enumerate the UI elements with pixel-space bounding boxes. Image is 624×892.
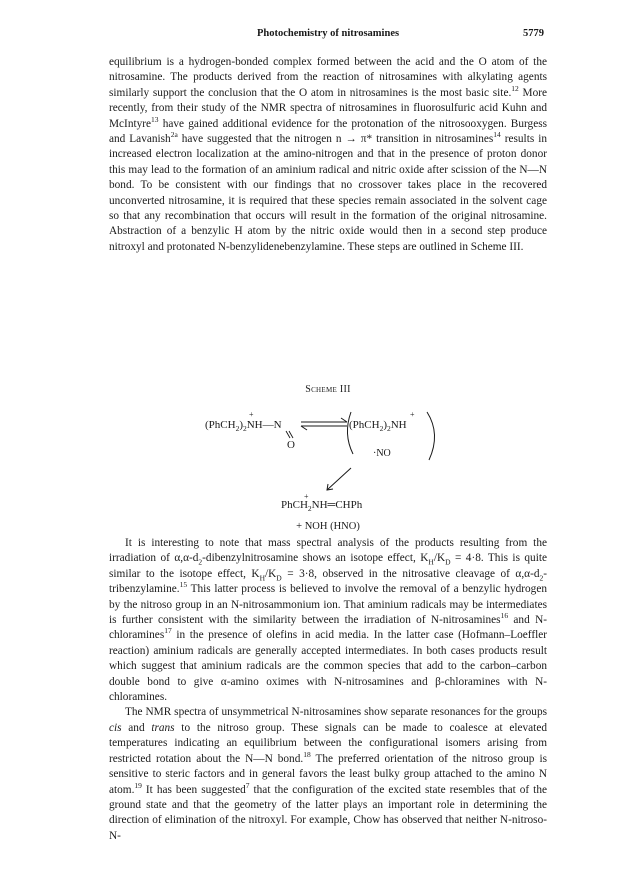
product-charge: +	[410, 410, 415, 419]
ref-13: 13	[151, 114, 159, 124]
p2-text-1b: -dibenzylnitrosamine shows an isotope effect, K	[202, 552, 429, 565]
ref-15: 15	[179, 580, 188, 590]
p2-text-4: and N-chloramines	[109, 614, 547, 642]
p3-text-3: The preferred orientation of the nitroso group is sensitive to steric factors and in general favors the least bulky group attached to the amino N atom.	[109, 752, 547, 796]
scheme-product: $(PhCH_2)_2NH$	[349, 419, 407, 433]
forward-arrowhead	[341, 418, 347, 422]
scheme-iii-diagram	[109, 398, 547, 518]
running-title: Photochemistry of nitrosamines	[256, 28, 400, 39]
ref-2a: 2a	[170, 130, 178, 140]
ref-12: 12	[511, 84, 519, 94]
ref-7: 7	[245, 780, 250, 790]
scheme-coproduct: + NOH (HNO)	[296, 521, 360, 532]
p2-slash: /K	[433, 552, 446, 565]
p3-trans: trans	[151, 721, 175, 734]
p1-text-5: results in increased electron localization at the amino-nitrogen and that in the presence of proton donor this may lead to the formation of an aminium radical and nitric oxide after scission of the N—N bond. To be consistent with our findings that no crossover takes place in the recovered unconverted nitrosamine, it is required that these species remain associated in the solvent cage so that any recombination that occurs will result in the formation of the original nitrosamine. Abstraction of a benzylic H atom by the nitric oxide would then in a second step produce nitroxyl and protonated N-benzylidenebenzylamine. These steps are outlined in Scheme III.	[109, 133, 547, 253]
step-arrow	[327, 468, 351, 490]
scheme-title: Scheme III	[305, 384, 351, 395]
nitric-oxide-label: ·NO	[373, 448, 391, 459]
p1-text-4: have suggested that the nitrogen n → π* transition in nitrosamines	[177, 133, 494, 146]
scheme-reactant: $(PhCH_2)_2NH—N$	[205, 419, 282, 433]
p2-text-2b: -tribenzylamine.	[109, 567, 547, 596]
running-header	[112, 28, 544, 44]
p2-sub-d2: 2	[198, 557, 203, 567]
p2-sub-h: H	[428, 557, 434, 567]
p2-sub-d-2: D	[276, 573, 282, 583]
reverse-arrowhead	[301, 426, 307, 430]
p3-cis: cis	[109, 721, 122, 734]
scheme-final-product: PhCH$_2$NH═CHPh	[281, 499, 363, 513]
p2-text-5: in the presence of olefins in acid media. In the latter case (Hofmann–Loeffler reaction) aminium radicals are generally accepted intermediates. In both cases products result which suggest that aminium radicals are the common species that add to the carbon–carbon double bond to give α-amino oximes with N-nitrosamines and β-chloramines with N-chloramines.	[109, 629, 547, 704]
paragraph-1	[109, 55, 547, 255]
p2-text-1: It is interesting to note that mass spectral analysis of the products resulting from the irradiation of α,α-d	[109, 537, 547, 565]
oxygen-label: O	[287, 439, 295, 451]
p1-text-3: have gained additional evidence for the protonation of the nitrosooxygen. Burgess and Lavanish	[109, 117, 547, 146]
cage-right-bracket	[427, 412, 435, 460]
p3-text-2: to the nitroso group. These signals can be made to coalesce at elevated temperatures indicating an equilibrium between the configurational isomers arising from restricted rotation about the N—N bond.	[109, 721, 547, 765]
p1-text-1: equilibrium is a hydrogen-bonded complex formed between the acid and the O atom of the nitrosamine. The products derived from the reaction of nitrosamines with alkylating agents similarly support the conclusion that the O atom in nitrosamines is the most basic site.	[109, 56, 547, 99]
p3-text-5: that the configuration of the excited state resembles that of the ground state and that the geometry of the latter plays an important role in determining the direction of elimination of the nitroxyl. For example, Chow has observed that neither N-nitroso-N-	[109, 783, 547, 842]
page-number: 5779	[523, 28, 544, 39]
ref-14: 14	[493, 130, 501, 140]
ref-17: 17	[164, 626, 172, 636]
p2-sub-d: D	[445, 557, 451, 567]
p2-sub-h2: H	[259, 573, 265, 583]
p2-sub-d2-2: 2	[539, 573, 544, 583]
p2-value-2: = 3·8, observed in the nitrosative cleavage of α,α-d	[281, 567, 540, 580]
ref-16: 16	[500, 611, 509, 621]
reactant-charge: +	[249, 410, 254, 419]
final-charge: +	[304, 492, 309, 501]
p3-text-4: It has been suggested	[141, 783, 246, 796]
paragraph-2	[109, 536, 547, 844]
p2-value-1: = 4·8. This is quite similar to the isotope effect, K	[109, 552, 547, 580]
p3-text-1: The NMR spectra of unsymmetrical N-nitrosamines show separate resonances for the groups	[125, 706, 547, 719]
p3-and: and	[121, 721, 152, 734]
ref-19: 19	[134, 780, 142, 790]
ref-18: 18	[303, 749, 311, 759]
p1-text-2: More recently, from their study of the NMR spectra of nitrosamines in fluorosulfuric acid Kuhn and McIntyre	[109, 86, 547, 130]
p2-text-3: This latter process is believed to involve the removal of a benzylic hydrogen by the nitroso group in an N-nitrosammonium ion. That aminium radicals may be intermediates is further consistent with the similarity between the irradiation of N-nitrosamines	[109, 583, 547, 627]
p2-slash-2: /K	[264, 567, 277, 580]
